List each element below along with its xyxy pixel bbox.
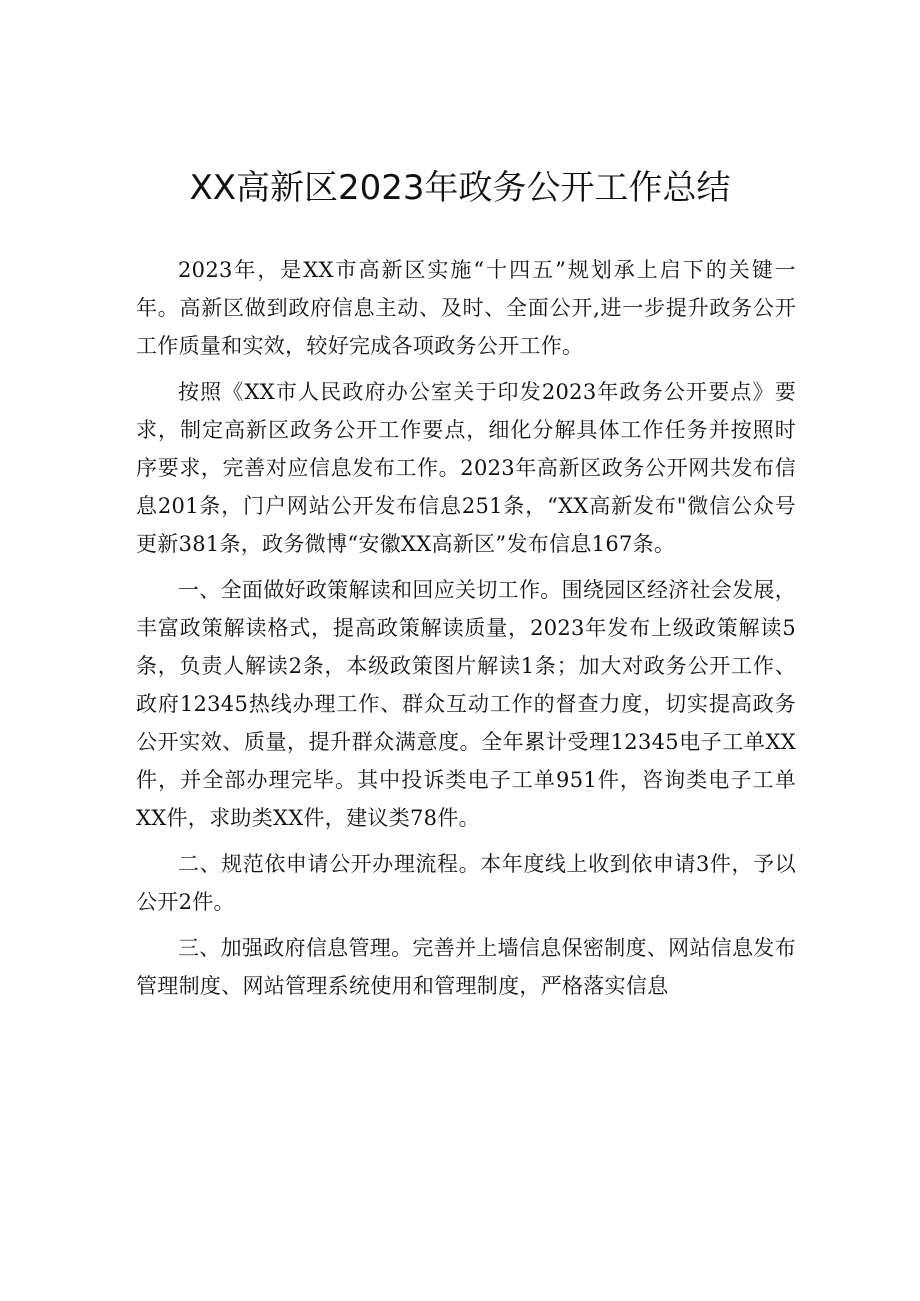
document-title: XX高新区2023年政务公开工作总结 bbox=[189, 168, 731, 208]
paragraph-intro: 2023年，是XX市高新区实施“十四五”规划承上启下的关键一年。高新区做到政府信息主动、及时、全面公开,进一步提升政务公开工作质量和实效，较好完成各项政务公开工作。 bbox=[136, 258, 796, 358]
paragraph-section-3: 三、加强政府信息管理。完善并上墙信息保密制度、网站信息发布管理制度、网站管理系统使用和管理制度，严格落实信息 bbox=[136, 936, 796, 998]
paragraph-section-2: 二、规范依申请公开办理流程。本年度线上收到依申请3件，予以公开2件。 bbox=[136, 852, 796, 914]
document-body bbox=[136, 251, 796, 1013]
paragraph-publication-stats: 按照《XX市人民政府办公室关于印发2023年政务公开要点》要求，制定高新区政务公开工作要点，细化分解具体工作任务并按照时序要求，完善对应信息发布工作。2023年高新区政务公开网共发布信息201条，门户网站公开发布信息251条，“XX高新发布"微信公众号更新381条，政务微博“安徽XX高新区”发布信息167条。 bbox=[136, 380, 796, 556]
paragraph-section-1: 一、全面做好政策解读和回应关切工作。围绕园区经济社会发展，丰富政策解读格式，提高政策解读质量，2023年发布上级政策解读5条，负责人解读2条，本级政策图片解读1条；加大对政务公开工作、政府12345热线办理工作、群众互动工作的督查力度，切实提高政务公开实效、质量，提升群众满意度。全年累计受理12345电子工单XX件，并全部办理完毕。其中投诉类电子工单951件，咨询类电子工单XX件，求助类XX件，建议类78件。 bbox=[136, 578, 796, 830]
